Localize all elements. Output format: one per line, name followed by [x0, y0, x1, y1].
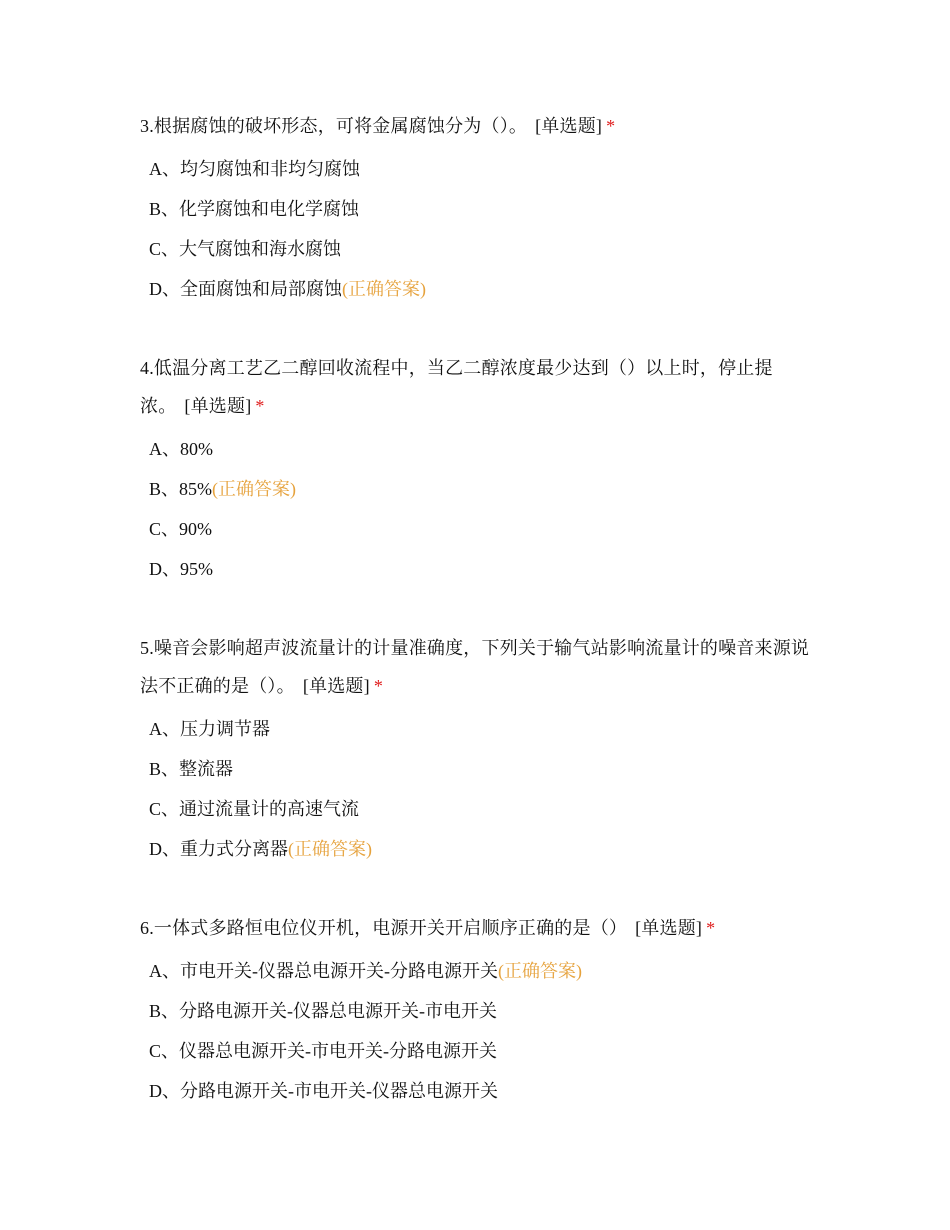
correct-answer-label: (正确答案) — [288, 839, 372, 859]
question-3 — [140, 107, 830, 309]
correct-answer-label: (正确答案) — [342, 279, 426, 299]
question-type-tag: [单选题] — [302, 676, 370, 696]
question-5 — [140, 629, 820, 869]
option-text: C、通过流量计的高速气流 — [149, 799, 360, 819]
option-a[interactable] — [140, 149, 830, 189]
option-text: A、均匀腐蚀和非均匀腐蚀 — [149, 159, 360, 179]
option-a[interactable] — [140, 709, 820, 749]
correct-answer-label: (正确答案) — [498, 961, 582, 981]
question-title — [140, 909, 830, 947]
option-a[interactable] — [140, 429, 800, 469]
option-text: C、仪器总电源开关-市电开关-分路电源开关 — [149, 1041, 497, 1061]
question-text: 5.噪音会影响超声波流量计的计量准确度，下列关于输气站影响流量计的噪音来源说 法不正确的是（）。 — [140, 638, 810, 696]
option-d[interactable] — [140, 269, 830, 309]
option-text: B、分路电源开关-仪器总电源开关-市电开关 — [149, 1001, 497, 1021]
option-text: D、全面腐蚀和局部腐蚀 — [149, 279, 342, 299]
question-title — [140, 349, 800, 425]
question-text: 4.低温分离工艺乙二醇回收流程中，当乙二醇浓度最少达到（）以上时，停止提浓。 — [140, 358, 773, 416]
option-text: D、重力式分离器 — [149, 839, 288, 859]
question-title — [140, 107, 830, 145]
option-text: B、化学腐蚀和电化学腐蚀 — [149, 199, 360, 219]
option-b[interactable] — [140, 749, 820, 789]
question-4 — [140, 349, 800, 589]
option-text: A、80% — [149, 439, 213, 459]
option-list — [140, 709, 820, 869]
option-list — [140, 149, 830, 309]
option-text: B、85% — [149, 479, 212, 499]
option-d[interactable] — [140, 829, 820, 869]
option-text: C、大气腐蚀和海水腐蚀 — [149, 239, 342, 259]
option-text: A、压力调节器 — [149, 719, 270, 739]
option-c[interactable] — [140, 789, 820, 829]
correct-answer-label: (正确答案) — [212, 479, 296, 499]
option-d[interactable] — [140, 549, 800, 589]
required-mark: * — [255, 396, 265, 416]
option-c[interactable] — [140, 509, 800, 549]
option-text: D、95% — [149, 559, 213, 579]
option-list — [140, 429, 800, 589]
option-text: A、市电开关-仪器总电源开关-分路电源开关 — [149, 961, 498, 981]
question-type-tag: [单选题] — [635, 918, 703, 938]
option-b[interactable] — [140, 991, 830, 1031]
required-mark: * — [373, 676, 384, 696]
option-a[interactable] — [140, 951, 830, 991]
question-text: 3.根据腐蚀的破坏形态，可将金属腐蚀分为（）。 — [140, 116, 528, 136]
option-text: C、90% — [149, 519, 212, 539]
question-type-tag: [单选题] — [184, 396, 252, 416]
question-type-tag: [单选题] — [535, 116, 603, 136]
option-text: D、分路电源开关-市电开关-仪器总电源开关 — [149, 1081, 498, 1101]
required-mark: * — [606, 116, 616, 136]
question-6 — [140, 909, 830, 1111]
option-b[interactable] — [140, 469, 800, 509]
option-b[interactable] — [140, 189, 830, 229]
option-text: B、整流器 — [149, 759, 234, 779]
question-title — [140, 629, 820, 705]
option-c[interactable] — [140, 1031, 830, 1071]
option-list — [140, 951, 830, 1111]
question-text: 6.一体式多路恒电位仪开机，电源开关开启顺序正确的是（） — [140, 918, 628, 938]
option-d[interactable] — [140, 1071, 830, 1111]
required-mark: * — [706, 918, 716, 938]
option-c[interactable] — [140, 229, 830, 269]
